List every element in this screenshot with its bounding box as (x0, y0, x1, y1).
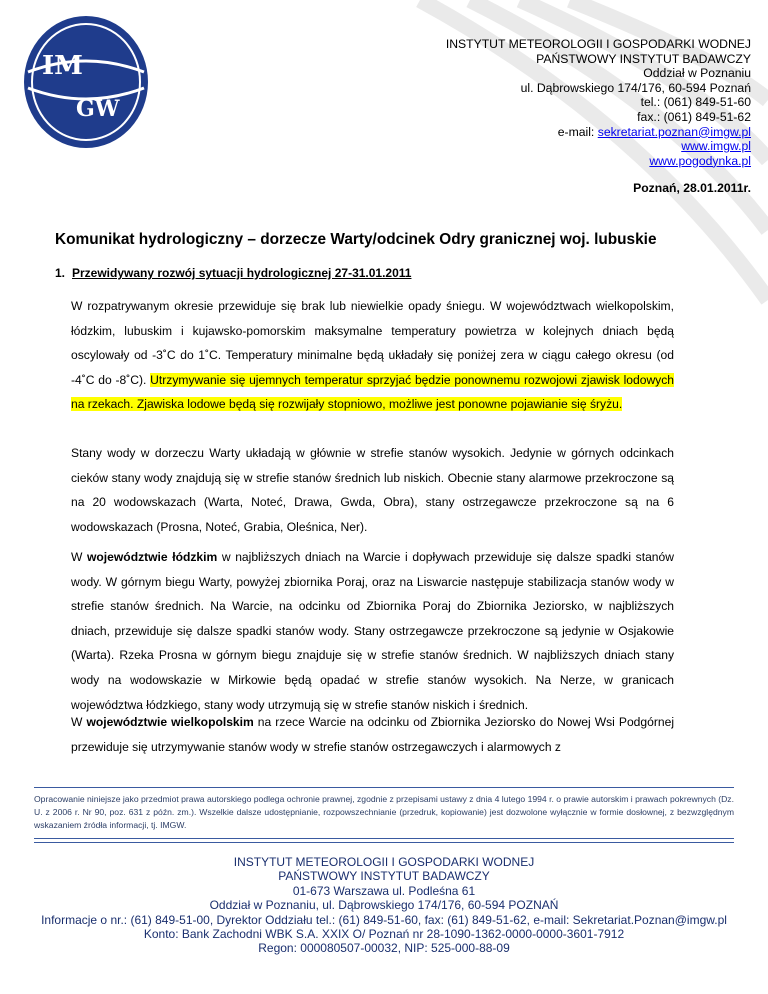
divider (34, 838, 734, 839)
paragraph-water-levels: Stany wody w dorzeczu Warty układają w głównie w strefie stanów wysokich. Jedynie w górnych odcinkach cieków stany wody znajdują się w strefie stanów średnich lub niskich. Obecnie stany alarmowe przekroczone są na 20 wodowskazach (Warta, Noteć, Drawa, Gwda, Obra), stany ostrzegawcze przekroczone są na 6 wodowskazach (Prosna, Noteć, Grabia, Oleśnica, Ner). (71, 446, 674, 534)
region-name: województwie wielkopolskim (86, 715, 254, 729)
svg-text:GW: GW (76, 96, 120, 122)
header-line: Oddział w Poznaniu (643, 66, 751, 81)
header-address: ul. Dąbrowskiego 174/176, 60-594 Poznań (520, 80, 751, 95)
paragraph-forecast: W rozpatrywanym okresie przewiduje się brak lub niewielkie opady śniegu. W województwach wielkopolskim, łódzkim, lubuskim i kujawsko-pomorskim maksymalne temperatury powietrza w kolejnych dniach będą oscylowały od -3˚C do 1˚C. Temperatury minimalne będą układały się poniżej zera w ciągu całego okresu (od -4˚C do -8˚C). Utrzymywanie się ujemnych temperatur sprzyjać będzie ponownemu rozwojowi zjawisk lodowych na rzekach. Zjawiska lodowe będą się rozwijały stopniowo, możliwe jest ponowne pojawianie się śryżu. (71, 299, 674, 412)
header-fax: fax.: (061) 849-51-62 (637, 109, 751, 124)
institute-footer: INSTYTUT METEOROLOGII I GOSPODARKI WODNEJ PAŃSTWOWY INSTYTUT BADAWCZY 01-673 Warszawa ul. Podleśna 61 Oddział w Poznaniu, ul. Dąbrowskiego 174/176, 60-594 POZNAŃ Informacje o nr.: (61) 849-51-00, Dyrektor Oddziału tel.: (61) 849-51-60, fax: (61) 849-51-62, e-mail: Sekretariat.Poznan@imgw.pl Konto: Bank Zachodni WBK S.A. XXIX O/ Poznań nr 28-1090-1362-0000-0000-3601-7912 Regon: 000080507-00032, NIP: 525-000-88-09 (41, 855, 727, 956)
divider (34, 842, 734, 843)
paragraph-wielkopolskie: W województwie wielkopolskim na rzece Warcie na odcinku od Zbiornika Jeziorsko do Nowej Wsi Podgórnej przewiduje się utrzymywanie stanów wody w strefie stanów ostrzegawczych i alarmowych z (71, 715, 675, 754)
header-phone: tel.: (061) 849-51-60 (640, 95, 751, 110)
website-link-imgw[interactable]: www.imgw.pl (681, 139, 751, 154)
paragraph-lodzkie: W województwie łódzkim w najbliższych dniach na Warcie i dopływach przewiduje się dalsze spadki stanów wody. W górnym biegu Warty, powyżej zbiornika Poraj, oraz na Liswarcie następuje stabilizacja stanów wody w strefie stanów średnich. Na Warcie, na odcinku od Zbiornika Poraj do Zbiornika Jeziorsko, w najbliższych dniach, przewiduje się dalsze spadki stanów wody. Stany ostrzegawcze przekroczone są jedynie w Osjakowie (Warta). Rzeka Prosna w górnym biegu znajduje się w strefie stanów średnich. W najbliższych dniach stany wody na wodowskazie w Mirkowie będą opadać w strefie stanów wysokich. Na Nerze, w granicach województwa łódzkiego, stany wody utrzymują się w strefie stanów niskich i średnich. (71, 550, 674, 712)
section-number: 1. (55, 266, 66, 280)
document-date: Poznań, 28.01.2011r. (633, 181, 751, 195)
copyright-disclaimer: Opracowanie niniejsze jako przedmiot prawa autorskiego podlega ochronie prawnej, zgodnie z przepisami ustawy z dnia 4 lutego 1994 r. o prawie autorskim i prawach pokrewnych (Dz. U. z 2006 r. Nr 90, poz. 631 z późn. zm.). Wszelkie dalsze udostępnianie, rozpowszechnianie (przedruk, kopiowanie) jest dozwolone wyłącznie w formie dosłownej, z bezwzględnym wskazaniem źródła informacji, tj. IMGW. (34, 794, 734, 830)
divider (34, 787, 734, 788)
email-link[interactable]: sekretariat.poznan@imgw.pl (597, 124, 751, 139)
institute-header (446, 37, 751, 168)
header-email-row: e-mail: sekretariat.poznan@imgw.pl (557, 124, 751, 139)
header-line: PAŃSTWOWY INSTYTUT BADAWCZY (536, 51, 751, 66)
header-line: INSTYTUT METEOROLOGII I GOSPODARKI WODNEJ (445, 37, 751, 51)
svg-text:IM: IM (42, 51, 83, 81)
section-heading (55, 266, 411, 280)
section-heading-text: Przewidywany rozwój sytuacji hydrologicznej 27-31.01.2011 (72, 266, 412, 280)
website-link-pogodynka[interactable]: www.pogodynka.pl (649, 153, 751, 168)
document-title: Komunikat hydrologiczny – dorzecze Warty/odcinek Odry granicznej woj. lubuskie (55, 231, 657, 248)
region-name: województwie łódzkim (87, 550, 218, 564)
imgw-logo (18, 10, 158, 160)
highlighted-text: Utrzymywanie się ujemnych temperatur sprzyjać będzie ponownemu rozwojowi zjawisk lodowych na rzekach. Zjawiska lodowe będą się rozwijały stopniowo, możliwe jest ponowne pojawianie się śryżu. (71, 372, 674, 412)
